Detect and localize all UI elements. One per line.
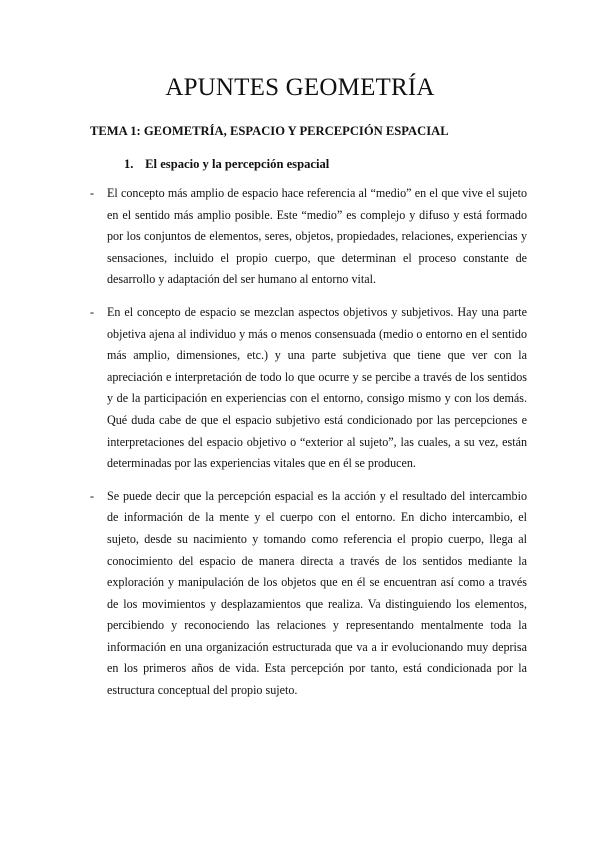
section-number: 1.: [124, 157, 134, 171]
paragraph-text: El concepto más amplio de espacio hace referencia al “medio” en el que vive el sujeto en el sentido más amplio posible. Este “medio” es complejo y difuso y está formado por los conjuntos de elementos, seres, objetos, propiedades, relaciones, experiencias y sensaciones, incluido el propio cuerpo, que determinan el proceso constante de desarrollo y adaptación del ser humano al entorno vital.: [107, 186, 527, 287]
paragraph-text: Se puede decir que la percepción espacial es la acción y el resultado del intercambio de información de la mente y el cuerpo con el entorno. En dicho intercambio, el sujeto, desde su nacimiento y tomando como referencia el propio cuerpo, llega al conocimiento del espacio de manera directa a través de los sentidos mediante la exploración y manipulación de los objetos que en él se encuentran así como a través de los movimientos y desplazamientos que realiza. Va distinguiendo los elementos, percibiendo y reconociendo las relaciones y representando mentalmente toda la información en una organización estructurada que va a ir evolucionando muy deprisa en los primeros años de vida. Esta percepción por tanto, está condicionada por la estructura conceptual del propio sujeto.: [107, 488, 527, 698]
topic-heading: TEMA 1: GEOMETRÍA, ESPACIO Y PERCEPCIÓN ESPACIAL: [90, 124, 449, 138]
bullet-dash: -: [90, 304, 95, 319]
section-heading: [124, 157, 329, 172]
bullet-dash: -: [90, 186, 95, 200]
bullet-list: [90, 183, 527, 702]
bullet-paragraph: [90, 302, 527, 475]
bullet-paragraph: [90, 183, 527, 291]
section-title: El espacio y la percepción espacial: [145, 157, 330, 171]
bullet-dash: -: [90, 488, 95, 503]
document-title: APUNTES GEOMETRÍA: [165, 74, 435, 101]
paragraph-text: En el concepto de espacio se mezclan aspectos objetivos y subjetivos. Hay una parte objetiva ajena al individuo y más o menos consensuada (medio o entorno en el sentido más amplio, dimensiones, etc.) y una parte subjetiva que tiene que ver con la apreciación e interpretación de todo lo que ocurre y se percibe a través de los sentidos y de la participación en experiencias con el entorno, consigo mismo y con los demás. Qué duda cabe de que el espacio subjetivo está condicionado por las percepciones e interpretaciones del espacio objetivo o “exterior al sujeto”, las cuales, a su vez, están determinadas por las experiencias vitales que en él se producen.: [107, 304, 527, 471]
bullet-paragraph: [90, 486, 527, 702]
